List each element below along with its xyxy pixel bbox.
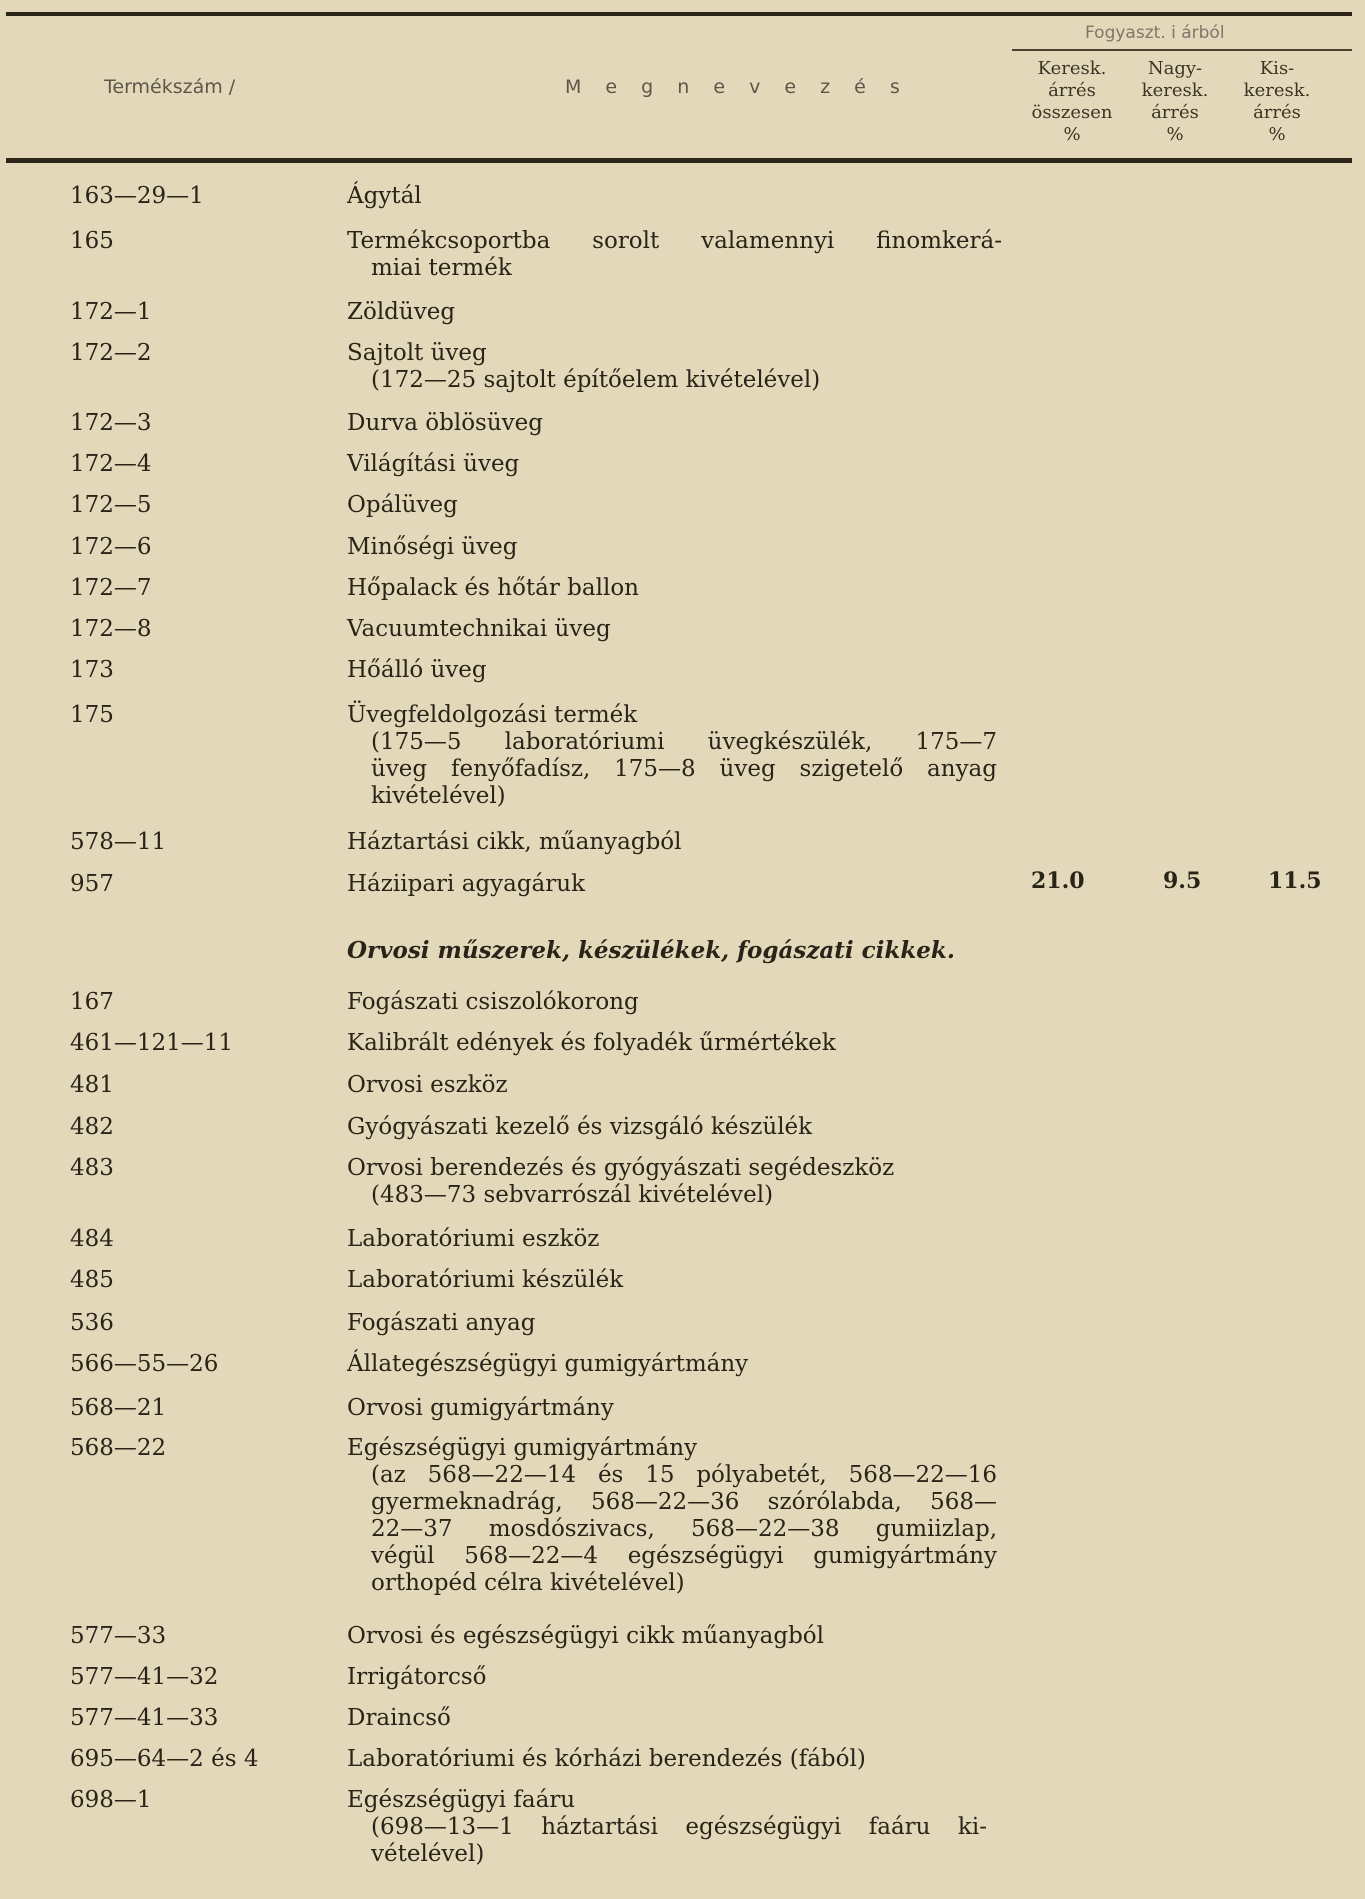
product-code: 577—41—33 xyxy=(70,1705,219,1731)
product-code: 481 xyxy=(70,1072,114,1098)
total-margin-value: 21.0 xyxy=(1031,868,1085,894)
product-code: 484 xyxy=(70,1226,114,1252)
product-code: 957 xyxy=(70,871,114,897)
product-code: 461—121—11 xyxy=(70,1030,234,1056)
product-description: Háziipari agyagáruk xyxy=(347,871,586,897)
product-description: Draincső xyxy=(347,1705,451,1731)
product-code: 172—6 xyxy=(70,534,152,560)
column-header-retail-margin: Kis- keresk. árrés % xyxy=(1243,58,1311,145)
retail-margin-value: 11.5 xyxy=(1268,868,1322,894)
product-code: 172—8 xyxy=(70,616,152,642)
product-code: 172—3 xyxy=(70,410,152,436)
product-description: Orvosi gumigyártmány xyxy=(347,1395,614,1421)
product-code: 577—41—32 xyxy=(70,1664,219,1690)
product-code: 175 xyxy=(70,702,114,728)
product-code: 172—4 xyxy=(70,451,152,477)
product-description: Világítási üveg xyxy=(347,451,520,477)
product-description: Irrigátorcső xyxy=(347,1664,487,1690)
product-code: 167 xyxy=(70,989,114,1015)
product-code: 568—22 xyxy=(70,1435,167,1461)
product-code: 536 xyxy=(70,1310,114,1336)
product-code: 173 xyxy=(70,657,114,683)
product-code: 566—55—26 xyxy=(70,1351,219,1377)
header-bottom-rule xyxy=(6,158,1352,163)
column-header-name: M e g n e v e z é s xyxy=(565,76,909,98)
product-description: Üvegfeldolgozási termék (175—5 laboratóriumi üvegkészülék, 175—7 üveg fenyőfadísz, 175—8 üveg szigetelő anyag kivételével) xyxy=(347,702,997,809)
product-description: Laboratóriumi készülék xyxy=(347,1267,624,1293)
product-description: Opálüveg xyxy=(347,492,458,518)
product-code: 485 xyxy=(70,1267,114,1293)
product-description: Egészségügyi gumigyártmány (az 568—22—14 és 15 pólyabetét, 568—22—16 gyermeknadrág, 568—22—36 szórólabda, 568— 22—37 mosdószivacs, 568—22—38 gumiizlap, végül 568—22—4 egészségügyi gumigyártmány orthopéd célra kivételével) xyxy=(347,1435,997,1596)
product-description: Egészségügyi faáru (698—13—1 háztartási egészségügyi faáru ki- vételével) xyxy=(347,1787,987,1867)
product-description: Fogászati csiszolókorong xyxy=(347,989,639,1015)
product-description: Orvosi eszköz xyxy=(347,1072,508,1098)
column-header-code: Termékszám / xyxy=(104,76,236,98)
column-header-wholesale-margin: Nagy- keresk. árrés % xyxy=(1141,58,1209,145)
product-description: Ágytál xyxy=(347,183,422,209)
product-code: 578—11 xyxy=(70,829,167,855)
product-code: 698—1 xyxy=(70,1787,152,1813)
product-code: 483 xyxy=(70,1155,114,1181)
product-description: Minőségi üveg xyxy=(347,534,518,560)
product-description: Kalibrált edények és folyadék űrmértékek xyxy=(347,1030,836,1056)
product-code: 695—64—2 és 4 xyxy=(70,1746,259,1772)
top-rule xyxy=(6,12,1352,16)
product-description: Gyógyászati kezelő és vizsgáló készülék xyxy=(347,1114,813,1140)
product-code: 172—7 xyxy=(70,575,152,601)
product-description: Fogászati anyag xyxy=(347,1310,536,1336)
product-code: 482 xyxy=(70,1114,114,1140)
product-description: Háztartási cikk, műanyagból xyxy=(347,829,682,855)
product-description: Laboratóriumi eszköz xyxy=(347,1226,600,1252)
product-description: Sajtolt üveg (172—25 sajtolt építőelem kivételével) xyxy=(347,340,821,393)
product-description: Orvosi és egészségügyi cikk műanyagból xyxy=(347,1623,825,1649)
product-description: Hőálló üveg xyxy=(347,657,487,683)
product-code: 172—2 xyxy=(70,340,152,366)
product-description: Orvosi berendezés és gyógyászati segédeszköz (483—73 sebvarrószál kivételével) xyxy=(347,1155,895,1208)
product-description: Termékcsoportba sorolt valamennyi finomkerá- miai termék xyxy=(347,228,1002,281)
product-description: Laboratóriumi és kórházi berendezés (fából) xyxy=(347,1746,866,1772)
product-description: Durva öblösüveg xyxy=(347,410,543,436)
column-header-total-margin: Keresk. árrés összesen % xyxy=(1031,58,1113,145)
section-title: Orvosi műszerek, készülékek, fogászati cikkek. xyxy=(347,937,955,964)
product-description: Zöldüveg xyxy=(347,299,456,325)
group-header-rule xyxy=(1012,49,1352,51)
product-description: Hőpalack és hőtár ballon xyxy=(347,575,639,601)
product-description: Állategészségügyi gumigyártmány xyxy=(347,1351,749,1377)
product-code: 172—1 xyxy=(70,299,152,325)
product-description: Vacuumtechnikai üveg xyxy=(347,616,611,642)
product-code: 172—5 xyxy=(70,492,152,518)
product-code: 165 xyxy=(70,228,114,254)
product-code: 163—29—1 xyxy=(70,183,204,209)
product-code: 577—33 xyxy=(70,1623,167,1649)
product-code: 568—21 xyxy=(70,1395,167,1421)
column-group-header: Fogyaszt. i árból xyxy=(1085,23,1225,43)
wholesale-margin-value: 9.5 xyxy=(1163,868,1202,894)
